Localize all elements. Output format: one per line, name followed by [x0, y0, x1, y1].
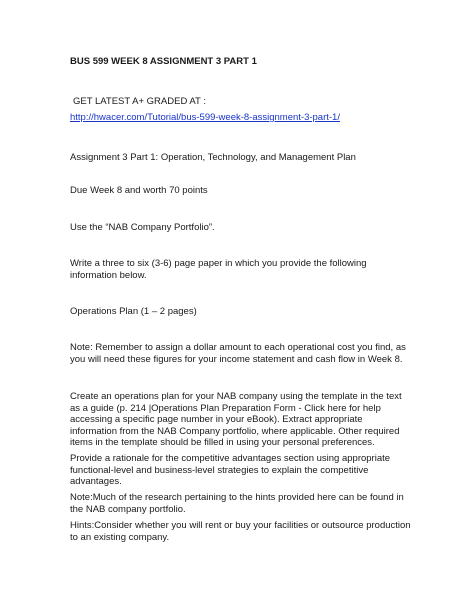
- paragraph-line: items in the template should be filled in using your personal preferences.: [70, 437, 375, 449]
- paragraph-line: the NAB company portfolio.: [70, 503, 186, 515]
- paragraph-line: accessing a specific page number in your eBook). Extract appropriate: [70, 414, 363, 426]
- document-title: BUS 599 WEEK 8 ASSIGNMENT 3 PART 1: [70, 56, 257, 67]
- paragraph-line: information from the NAB Company portfolio, where applicable. Other required: [70, 425, 400, 437]
- write-paragraph: [70, 258, 367, 281]
- assignment-heading: Assignment 3 Part 1: Operation, Technology, and Management Plan: [70, 152, 356, 163]
- tutorial-link[interactable]: http://hwacer.com/Tutorial/bus-599-week-8-assignment-3-part-1/: [70, 112, 340, 123]
- provide-paragraph: [70, 453, 390, 488]
- graded-line: GET LATEST A+ GRADED AT :: [73, 96, 206, 107]
- use-line: Use the “NAB Company Portfolio”.: [70, 222, 215, 233]
- hints-paragraph: [70, 520, 411, 543]
- paragraph-line: you will need these figures for your income statement and cash flow in Week 8.: [70, 353, 403, 365]
- paragraph-line: functional-level and business-level strategies to explain the competitive: [70, 464, 369, 476]
- note2-paragraph: [70, 492, 404, 515]
- paragraph-line: Provide a rationale for the competitive advantages section using appropriate: [70, 453, 391, 464]
- operations-plan-heading: Operations Plan (1 – 2 pages): [70, 306, 197, 317]
- paragraph-line: to an existing company.: [70, 531, 170, 543]
- note-paragraph: [70, 342, 406, 365]
- paragraph-line: information below.: [70, 269, 147, 281]
- paragraph-line: Note: Remember to assign a dollar amount to each operational cost you find, as: [70, 342, 406, 353]
- paragraph-line: Create an operations plan for your NAB company using the template in the text: [70, 391, 402, 402]
- paragraph-line: as a guide (p. 214 |Operations Plan Preparation Form - Click here for help: [70, 402, 381, 414]
- paragraph-line: Note:Much of the research pertaining to the hints provided here can be found in: [70, 492, 404, 503]
- paragraph-line: advantages.: [70, 476, 122, 488]
- paragraph-line: Hints:Consider whether you will rent or buy your facilities or outsource production: [70, 520, 411, 531]
- create-paragraph: [70, 391, 402, 449]
- paragraph-line: Write a three to six (3-6) page paper in which you provide the following: [70, 258, 367, 269]
- due-line: Due Week 8 and worth 70 points: [70, 185, 208, 196]
